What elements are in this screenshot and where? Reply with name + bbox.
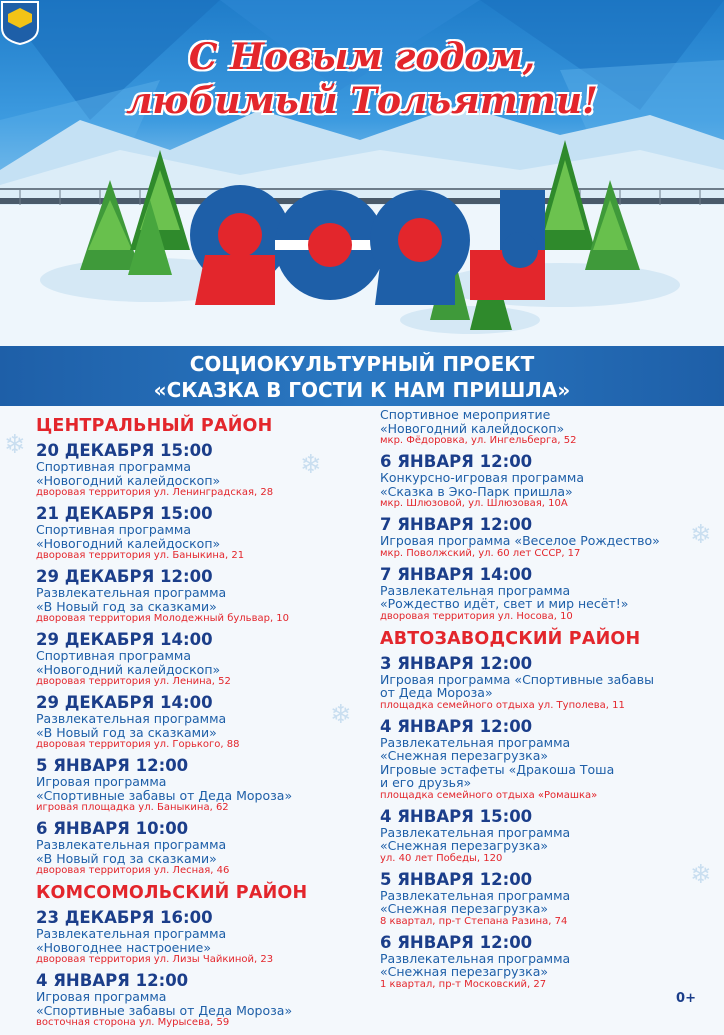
event-date: 5 ЯНВАРЯ 12:00 <box>36 756 189 775</box>
event-program: Развлекательная программа <box>380 582 571 598</box>
event-name: «Снежная перезагрузка» <box>380 838 549 853</box>
event-item <box>36 442 366 499</box>
event-program: Игровая программа «Веселое Рождество» <box>380 533 660 548</box>
event-name: «Спортивные забавы от Деда Мороза» <box>36 1002 293 1018</box>
event-program: Игровая программа <box>36 989 167 1004</box>
event-item <box>36 694 366 751</box>
greeting-line-1: С Новым годом, <box>188 36 536 78</box>
event-program: Спортивная программа <box>36 648 192 663</box>
event-place: игровая площадка ул. Баныкина, 62 <box>36 802 229 813</box>
event-item <box>380 655 710 712</box>
event-date: 29 ДЕКАБРЯ 14:00 <box>36 630 213 649</box>
event-item <box>36 820 366 877</box>
right-column <box>380 408 710 997</box>
event-item <box>36 909 366 966</box>
event-program: Развлекательная программа <box>380 887 571 903</box>
district-title-komsomolsky: КОМСОМОЛЬСКИЙ РАЙОН <box>36 883 308 903</box>
event-item <box>380 718 710 802</box>
event-place: дворовая территория ул. Носова, 10 <box>380 610 573 622</box>
district-title-avtozavodsky: АВТОЗАВОДСКИЙ РАЙОН <box>380 628 641 649</box>
banner-line-2: «СКАЗКА В ГОСТИ К НАМ ПРИШЛА» <box>153 378 571 402</box>
event-date: 7 ЯНВАРЯ 12:00 <box>380 515 533 534</box>
city-emblem-icon <box>0 0 40 46</box>
event-extra: и его друзья» <box>380 775 472 790</box>
event-place: дворовая территория ул. Лесная, 46 <box>36 865 230 876</box>
event-program: Спортивное мероприятие <box>380 407 551 422</box>
event-name: «Сказка в Эко-Парк пришла» <box>380 483 573 499</box>
event-name: «В Новый год за сказками» <box>36 598 217 614</box>
event-place: дворовая территория Молодежный бульвар, 10 <box>36 613 290 624</box>
event-date: 4 ЯНВАРЯ 15:00 <box>380 806 533 826</box>
project-banner <box>0 346 724 406</box>
event-name: «В Новый год за сказками» <box>36 724 217 740</box>
event-program: Развлекательная программа <box>36 585 227 600</box>
left-column <box>36 412 366 1035</box>
event-date: 4 ЯНВАРЯ 12:00 <box>380 716 533 736</box>
event-place: 1 квартал, пр-т Московский, 27 <box>380 978 547 990</box>
snowflake-icon: ❄ <box>300 450 322 480</box>
event-program: Развлекательная программа <box>36 711 227 726</box>
event-program: Развлекательная программа <box>380 950 571 966</box>
snowflake-icon: ❄ <box>690 860 712 890</box>
event-item <box>380 453 710 510</box>
event-program: Игровая программа <box>36 774 167 789</box>
event-item <box>36 757 366 814</box>
event-name: «Новогодний калейдоскоп» <box>380 420 565 436</box>
event-item <box>380 934 710 991</box>
event-date: 5 ЯНВАРЯ 12:00 <box>380 869 533 889</box>
event-place: дворовая территория ул. Ленинградская, 28 <box>36 487 274 498</box>
greeting-line-2: любимый Тольятти! <box>126 80 598 122</box>
event-name: «Спортивные забавы от Деда Мороза» <box>36 787 293 803</box>
event-program: Игровая программа «Спортивные забавы <box>380 671 654 687</box>
event-program: Развлекательная программа <box>36 926 227 941</box>
event-place: дворовая территория ул. Горького, 88 <box>36 739 240 750</box>
event-program: Спортивная программа <box>36 459 192 474</box>
event-name: «Новогодний калейдоскоп» <box>36 472 221 488</box>
banner-line-1: СОЦИОКУЛЬТУРНЫЙ ПРОЕКТ <box>189 352 535 376</box>
event-name: «Новогоднее настроение» <box>36 939 211 955</box>
event-item <box>36 972 366 1029</box>
event-item <box>36 568 366 625</box>
event-name: «Новогодний калейдоскоп» <box>36 661 221 677</box>
event-date: 21 ДЕКАБРЯ 15:00 <box>36 504 213 523</box>
event-place: дворовая территория ул. Ленина, 52 <box>36 676 231 687</box>
event-item <box>380 408 710 447</box>
event-item <box>380 516 710 560</box>
event-item <box>36 505 366 562</box>
event-date: 6 ЯНВАРЯ 12:00 <box>380 452 533 471</box>
event-date: 3 ЯНВАРЯ 12:00 <box>380 653 533 673</box>
event-name: «Новогодний калейдоскоп» <box>36 535 221 551</box>
event-name: «Снежная перезагрузка» <box>380 964 549 979</box>
event-place: восточная сторона ул. Мурысева, 59 <box>36 1017 230 1028</box>
event-date: 29 ДЕКАБРЯ 14:00 <box>36 693 213 712</box>
event-place: дворовая территория ул. Баныкина, 21 <box>36 550 245 561</box>
snowflake-icon: ❄ <box>4 430 26 460</box>
event-name: «Рождество идёт, свет и мир несёт!» <box>380 596 629 611</box>
event-place: 8 квартал, пр-т Степана Разина, 74 <box>380 915 568 927</box>
event-program: Спортивная программа <box>36 522 192 537</box>
event-place: ул. 40 лет Победы, 120 <box>380 852 503 864</box>
event-date: 4 ЯНВАРЯ 12:00 <box>36 971 189 990</box>
hero-illustration <box>0 0 724 346</box>
event-program: Развлекательная программа <box>380 824 571 840</box>
event-date: 29 ДЕКАБРЯ 12:00 <box>36 567 213 586</box>
event-program: Развлекательная программа <box>380 734 571 750</box>
event-place: мкр. Поволжский, ул. 60 лет СССР, 17 <box>380 547 581 559</box>
event-item <box>380 871 710 928</box>
event-item <box>36 631 366 688</box>
event-date: 7 ЯНВАРЯ 14:00 <box>380 564 533 584</box>
event-place: мкр. Фёдоровка, ул. Ингельберга, 52 <box>380 435 577 446</box>
event-date: 20 ДЕКАБРЯ 15:00 <box>36 441 213 460</box>
event-item <box>380 566 710 623</box>
event-date: 6 ЯНВАРЯ 12:00 <box>380 932 533 952</box>
event-place: площадка семейного отдыха «Ромашка» <box>380 789 598 801</box>
snowflake-icon: ❄ <box>690 520 712 550</box>
event-date: 6 ЯНВАРЯ 10:00 <box>36 819 189 838</box>
snowflake-icon: ❄ <box>330 700 352 730</box>
event-program: Конкурсно-игровая программа <box>380 470 585 485</box>
event-name: от Деда Мороза» <box>380 685 493 700</box>
event-date: 23 ДЕКАБРЯ 16:00 <box>36 908 213 927</box>
event-place: дворовая территория ул. Лизы Чайкиной, 23 <box>36 954 274 965</box>
age-rating: 0+ <box>676 991 696 1006</box>
event-place: мкр. Шлюзовой, ул. Шлюзовая, 10А <box>380 498 568 509</box>
event-name: «В Новый год за сказками» <box>36 850 217 866</box>
event-place: площадка семейного отдыха ул. Туполева, 11 <box>380 699 625 711</box>
event-program: Развлекательная программа <box>36 837 227 852</box>
event-name: «Снежная перезагрузка» <box>380 748 549 763</box>
event-item <box>380 808 710 865</box>
event-extra: Игровые эстафеты «Дракоша Тоша <box>380 761 615 777</box>
event-name: «Снежная перезагрузка» <box>380 901 549 916</box>
district-title-central: ЦЕНТРАЛЬНЫЙ РАЙОН <box>36 416 273 436</box>
